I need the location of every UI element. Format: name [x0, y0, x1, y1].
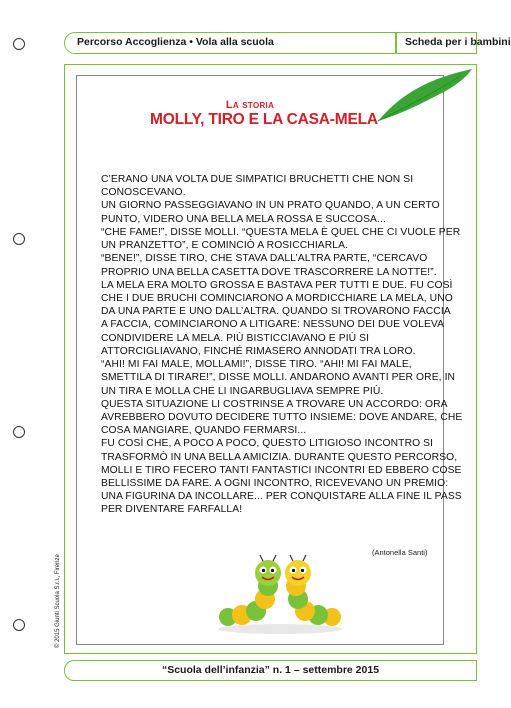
story-line: CHE I DUE BRUCHI COMINCIARONO A MORDICCHIARE LA MELA, UNO — [101, 292, 453, 304]
story-line: UN TIRA E MOLLA CHE LI INGARBUGLIAVA SEMPRE PIÙ. — [101, 385, 384, 397]
story-line: UN PRANZETTO”, E COMINCIÒ A ROSICCHIARLA. — [101, 240, 349, 252]
header-bar — [64, 32, 511, 54]
binder-hole-icon — [13, 233, 25, 245]
story-author: (Antonella Santi) — [372, 548, 428, 557]
story-line: “BENE!”, DISSE TIRO, CHE STAVA DALL’ALTRA PARTE, “CERCAVO — [101, 253, 428, 265]
story-line: FU COSÌ CHE, A POCO A POCO, QUESTO LITIGIOSO INCONTRO SI — [101, 438, 434, 450]
caterpillars-illustration — [210, 553, 350, 635]
story-line: SMETTILA DI TIRARE!”, DISSE MOLLI. ANDARONO AVANTI PER ORE, IN — [101, 372, 456, 384]
story-line: C’ERANO UNA VOLTA DUE SIMPATICI BRUCHETTI CHE NON SI — [101, 174, 414, 185]
binder-hole-icon — [13, 619, 25, 631]
story-line: TRASFORMÒ IN UNA BELLA AMICIZIA. DURANTE QUESTO PERCORSO, — [101, 451, 458, 463]
footer-bar — [64, 660, 477, 681]
story-line: UN GIORNO PASSEGGIAVANO IN UN PRATO QUANDO, A UN CERTO — [101, 200, 440, 212]
story-text — [101, 173, 463, 517]
story-line: COSA MANGIARE, QUANDO FERMARSI... — [101, 425, 307, 437]
header-divider — [395, 33, 397, 53]
story-line: MOLLI E TIRO FECERO TANTI FANTASTICI INCONTRI ED EBBERO COSE — [101, 464, 462, 476]
story-line: PROPRIO UNA BELLA CASETTA DOVE TRASCORRERE LA NOTTE!”. — [101, 266, 437, 278]
story-line: QUESTA SITUAZIONE LI COSTRINSE A TROVARE UN ACCORDO: ORA — [101, 398, 448, 410]
footer-text: “Scuola dell’infanzia” n. 1 – settembre 2015 — [161, 664, 380, 676]
sheet-label: Scheda per i bambini — [405, 36, 511, 48]
binder-hole-icon — [13, 38, 25, 50]
story-line: PUNTO, VIDERO UNA BELLA MELA ROSSA E SUCCOSA... — [101, 213, 386, 225]
story-line: “AHI! MI FAI MALE, MOLLAMI!”, DISSE TIRO. “AHI! MI FAI MALE, — [101, 359, 412, 371]
story-line: CONDIVIDERE LA MELA. PIÙ BISTICCIAVANO E PIÙ SI — [101, 332, 370, 344]
story-line: CONOSCEVANO. — [101, 187, 186, 199]
story-line: PER DIVENTARE FARFALLA! — [101, 504, 243, 516]
story-line: UNA FIGURINA DA INCOLLARE... PER CONQUISTARE ALLA FINE IL PASS — [101, 491, 462, 503]
story-line: BELLISSIME DA FARE. A OGNI INCONTRO, RICEVEVANO UN PREMIO: — [101, 478, 449, 490]
story-line: ATTORCIGLIAVANO, FINCHÉ RIMASERO ANNODATI TRA LORO. — [101, 345, 416, 357]
course-title: Percorso Accoglienza • Vola alla scuola — [77, 36, 274, 48]
story-line: AVREBBERO DOVUTO DECIDERE TUTTO INSIEME: DOVE ANDARE, CHE — [101, 411, 463, 423]
story-eyebrow: La storia — [225, 99, 275, 111]
story-line: DA UNA PARTE E UNO DALL’ALTRA. QUANDO SI TROVARONO FACCIA — [101, 306, 451, 318]
story-line: LA MELA ERA MOLTO GROSSA E BASTAVA PER TUTTI E DUE. FU COSÌ — [101, 279, 453, 291]
binder-hole-icon — [13, 426, 25, 438]
leaf-icon — [376, 67, 474, 123]
story-line: “CHE FAME!”, DISSE MOLLI. “QUESTA MELA È QUEL CHE CI VUOLE PER — [101, 226, 461, 238]
story-line: A FACCIA, COMINCIARONO A LITIGARE: NESSUNO DEI DUE VOLEVA — [101, 319, 445, 331]
story-title: MOLLY, TIRO E LA CASA-MELA — [150, 111, 378, 128]
copyright-note: © 2015 Giunti Scuola S.r.l., Firenze — [55, 554, 61, 648]
